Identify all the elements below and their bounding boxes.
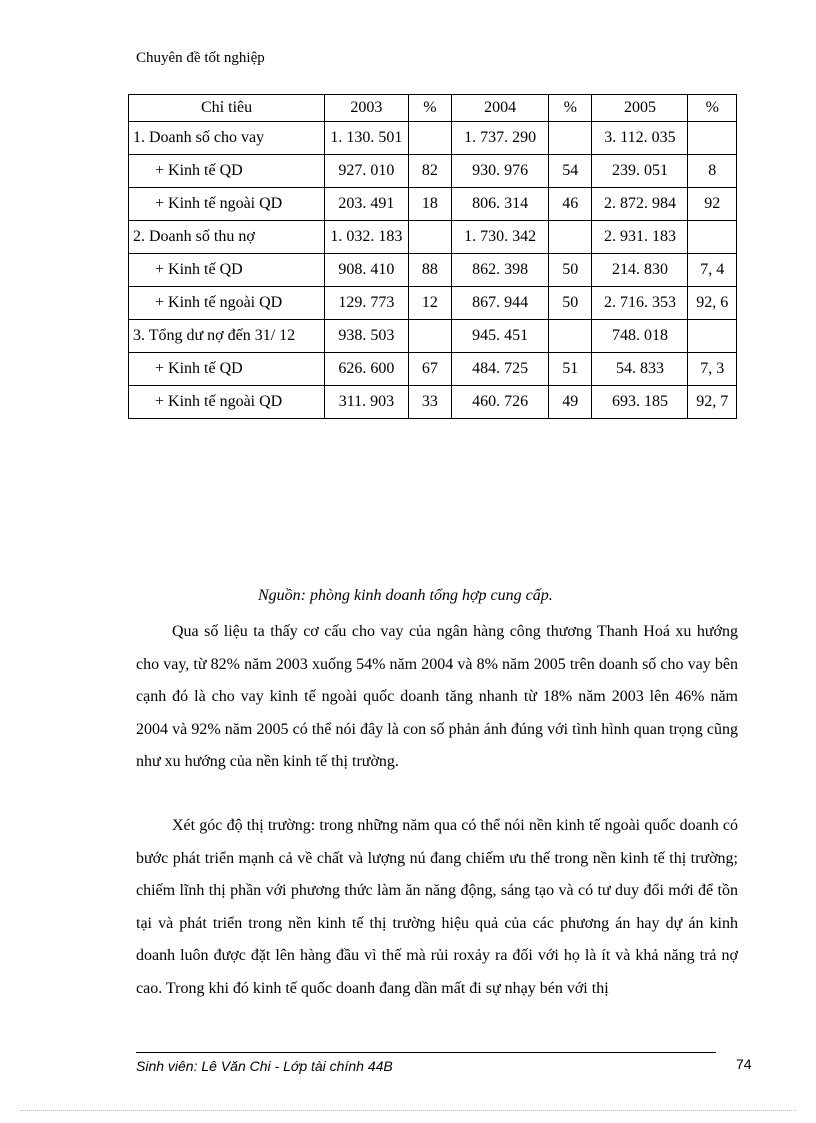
header-cell-indicator: Chỉ tiêu — [129, 95, 325, 122]
value-cell: 311. 903 — [325, 386, 409, 419]
table-row — [129, 386, 737, 419]
value-cell: 12 — [408, 287, 451, 320]
value-cell: 1. 730. 342 — [452, 221, 549, 254]
table-row — [129, 221, 737, 254]
value-cell: 51 — [549, 353, 592, 386]
value-cell: 46 — [549, 188, 592, 221]
value-cell: 3. 112. 035 — [592, 122, 688, 155]
value-cell: 33 — [408, 386, 451, 419]
row-label-cell: + Kinh tế ngoài QD — [129, 386, 325, 419]
footer-divider — [136, 1052, 716, 1053]
value-cell — [688, 122, 737, 155]
header-cell-2004: 2004 — [452, 95, 549, 122]
value-cell: 7, 3 — [688, 353, 737, 386]
value-cell: 88 — [408, 254, 451, 287]
value-cell: 239. 051 — [592, 155, 688, 188]
header-cell-pct-2005: % — [688, 95, 737, 122]
header-cell-2003: 2003 — [325, 95, 409, 122]
table-header-row — [129, 95, 737, 122]
value-cell: 2. 872. 984 — [592, 188, 688, 221]
value-cell: 203. 491 — [325, 188, 409, 221]
page-number: 74 — [736, 1056, 752, 1072]
row-label-cell: + Kinh tế ngoài QD — [129, 287, 325, 320]
value-cell: 1. 130. 501 — [325, 122, 409, 155]
row-label-cell: 2. Doanh số thu nợ — [129, 221, 325, 254]
footer-author: Sinh viên: Lê Văn Chi - Lớp tài chính 44B — [136, 1058, 393, 1074]
value-cell: 92 — [688, 188, 737, 221]
value-cell: 2. 716. 353 — [592, 287, 688, 320]
table-row — [129, 122, 737, 155]
value-cell: 8 — [688, 155, 737, 188]
value-cell: 748. 018 — [592, 320, 688, 353]
value-cell — [549, 221, 592, 254]
value-cell: 49 — [549, 386, 592, 419]
value-cell — [688, 320, 737, 353]
value-cell: 938. 503 — [325, 320, 409, 353]
row-label-cell: + Kinh tế QD — [129, 254, 325, 287]
value-cell: 129. 773 — [325, 287, 409, 320]
table-source-note: Nguồn: phòng kinh doanh tổng hợp cung cấp. — [258, 587, 553, 604]
value-cell — [408, 320, 451, 353]
value-cell: 7, 4 — [688, 254, 737, 287]
table-row — [129, 155, 737, 188]
value-cell: 460. 726 — [452, 386, 549, 419]
loan-statistics-table — [128, 94, 737, 419]
row-label-cell: 3. Tổng dư nợ đến 31/ 12 — [129, 320, 325, 353]
value-cell: 50 — [549, 287, 592, 320]
value-cell: 945. 451 — [452, 320, 549, 353]
value-cell: 693. 185 — [592, 386, 688, 419]
value-cell: 484. 725 — [452, 353, 549, 386]
value-cell: 50 — [549, 254, 592, 287]
value-cell: 2. 931. 183 — [592, 221, 688, 254]
row-label-cell: + Kinh tế ngoài QD — [129, 188, 325, 221]
paragraph-market-view: Xét góc độ thị trường: trong những năm qua có thể nói nền kinh tế ngoài quốc doanh có bước phát triển mạnh cả về chất và lượng nú đang chiếm ưu thế trong nền kinh tế thị trường; chiếm lĩnh thị phần với phương thức làm ăn năng động, sáng tạo và có tư duy đổi mới để tồn tại và phát triển trong nền kinh tế thị trường hiệu quả của các phương án hay dự án kinh doanh luôn được đặt lên hàng đầu vì thế mà rủi roxảy ra đối với họ là ít và khả năng trả nợ cao. Trong khi đó kinh tế quốc doanh đang dần mất đi sự nhạy bén với thị — [136, 817, 738, 997]
value-cell: 1. 737. 290 — [452, 122, 549, 155]
header-cell-pct-2003: % — [408, 95, 451, 122]
table-row — [129, 320, 737, 353]
table-row — [129, 287, 737, 320]
header-cell-2005: 2005 — [592, 95, 688, 122]
value-cell: 92, 7 — [688, 386, 737, 419]
value-cell: 214. 830 — [592, 254, 688, 287]
value-cell — [408, 122, 451, 155]
value-cell — [549, 122, 592, 155]
value-cell: 930. 976 — [452, 155, 549, 188]
table-row — [129, 353, 737, 386]
value-cell: 67 — [408, 353, 451, 386]
value-cell: 18 — [408, 188, 451, 221]
value-cell — [549, 320, 592, 353]
value-cell: 908. 410 — [325, 254, 409, 287]
value-cell — [408, 221, 451, 254]
table-row — [129, 254, 737, 287]
row-label-cell: + Kinh tế QD — [129, 353, 325, 386]
header-cell-pct-2004: % — [549, 95, 592, 122]
value-cell: 82 — [408, 155, 451, 188]
table-row — [129, 188, 737, 221]
value-cell — [688, 221, 737, 254]
document-header: Chuyên đề tốt nghiệp — [136, 50, 265, 66]
value-cell: 54. 833 — [592, 353, 688, 386]
row-label-cell: 1. Doanh số cho vay — [129, 122, 325, 155]
value-cell: 927. 010 — [325, 155, 409, 188]
value-cell: 806. 314 — [452, 188, 549, 221]
paragraph-loan-structure: Qua số liệu ta thấy cơ cấu cho vay của ngân hàng công thương Thanh Hoá xu hướng cho vay, từ 82% năm 2003 xuống 54% năm 2004 và 8% năm 2005 trên doanh số cho vay bên cạnh đó là cho vay kinh tế ngoài quốc doanh tăng nhanh từ 18% năm 2003 lên 46% năm 2004 và 92% năm 2005 có thể nói đây là con số phản ánh đúng với tình hình quan trọng cũng như xu hướng của nền kinh tế thị trường. — [136, 623, 738, 770]
row-label-cell: + Kinh tế QD — [129, 155, 325, 188]
value-cell: 626. 600 — [325, 353, 409, 386]
value-cell: 867. 944 — [452, 287, 549, 320]
value-cell: 862. 398 — [452, 254, 549, 287]
value-cell: 1. 032. 183 — [325, 221, 409, 254]
value-cell: 92, 6 — [688, 287, 737, 320]
page-edge — [20, 1110, 796, 1111]
value-cell: 54 — [549, 155, 592, 188]
